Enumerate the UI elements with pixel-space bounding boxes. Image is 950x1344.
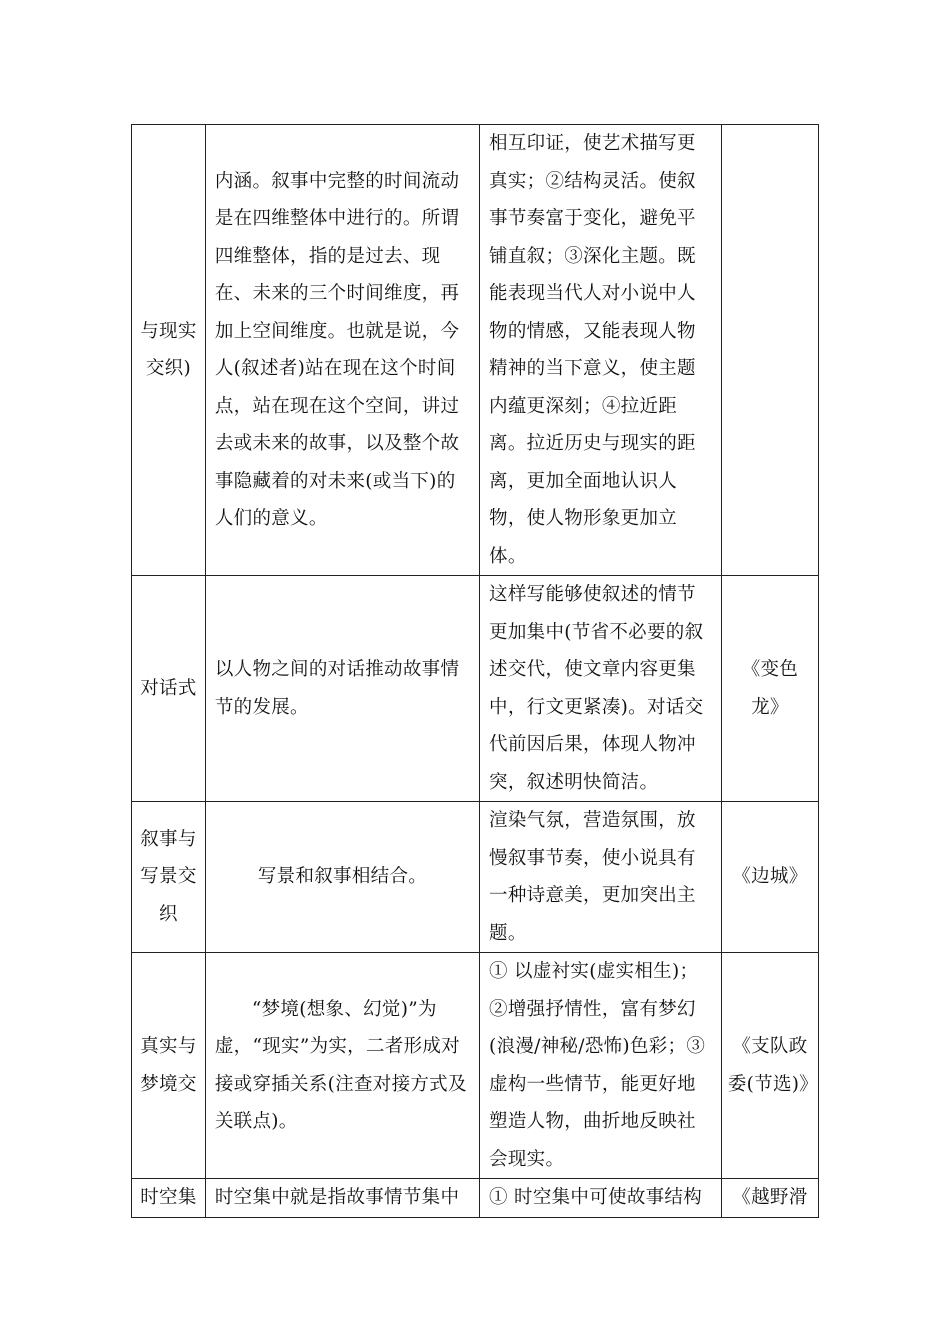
row-desc-cell: 内涵。叙事中完整的时间流动是在四维整体中进行的。所谓四维整体，指的是过去、现在、未来的三个时间维度，再加上空间维度。也就是说，今人(叙述者)站在现在这个时间点，站在现在这个空间，讲过去或未来的故事，以及整个故事隐藏着的对未来(或当下)的人们的意义。 (205, 125, 479, 576)
row-effect-cell: 相互印证，使艺术描写更真实；②结构灵活。使叙事节奏富于变化，避免平铺直叙；③深化主题。既能表现当代人对小说中人物的情感，又能表现人物精神的当下意义，使主题内蕴更深刻；④拉近距离。拉近历史与现实的距离，更加全面地认识人物，使人物形象更加立体。 (480, 125, 722, 576)
row-effect-cell: 这样写能够使叙述的情节更加集中(节省不必要的叙述交代，使文章内容更集中，行文更紧凑)。对话交代前因后果，体现人物冲突，叙述明快简洁。 (480, 576, 722, 802)
row-desc-cell: 写景和叙事相结合。 (205, 802, 479, 953)
row-name-cell: 对话式 (132, 576, 206, 802)
row-name-cell: 与现实交织) (132, 125, 206, 576)
row-example-cell (721, 125, 818, 576)
row-effect-cell: ① 以虚衬实(虚实相生)；②增强抒情性，富有梦幻(浪漫/神秘/恐怖)色彩；③虚构一些情节，能更好地塑造人物，曲折地反映社会现实。 (480, 953, 722, 1179)
row-name-cell: 时空集 (132, 1179, 206, 1218)
row-example-cell: 《边城》 (721, 802, 818, 953)
row-desc-cell: 以人物之间的对话推动故事情节的发展。 (205, 576, 479, 802)
narrative-structure-table (131, 124, 819, 1218)
table-row (132, 576, 819, 802)
row-example-cell: 《支队政委(节选)》 (721, 953, 818, 1179)
table-row (132, 125, 819, 576)
row-desc-cell: 时空集中就是指故事情节集中 (205, 1179, 479, 1218)
row-name-cell: 叙事与写景交织 (132, 802, 206, 953)
row-example-cell: 《越野滑 (721, 1179, 818, 1218)
table-row (132, 802, 819, 953)
row-effect-cell: 渲染气氛，营造氛围，放慢叙事节奏，使小说具有一种诗意美，更加突出主题。 (480, 802, 722, 953)
row-name-cell: 真实与梦境交 (132, 953, 206, 1179)
row-effect-cell: ① 时空集中可使故事结构 (480, 1179, 722, 1218)
document-page (131, 124, 819, 1218)
table-row (132, 1179, 819, 1218)
row-desc-cell: “梦境(想象、幻觉)”为虚，“现实”为实，二者形成对接或穿插关系(注查对接方式及关联点)。 (205, 953, 479, 1179)
table-row (132, 953, 819, 1179)
row-example-cell: 《变色龙》 (721, 576, 818, 802)
